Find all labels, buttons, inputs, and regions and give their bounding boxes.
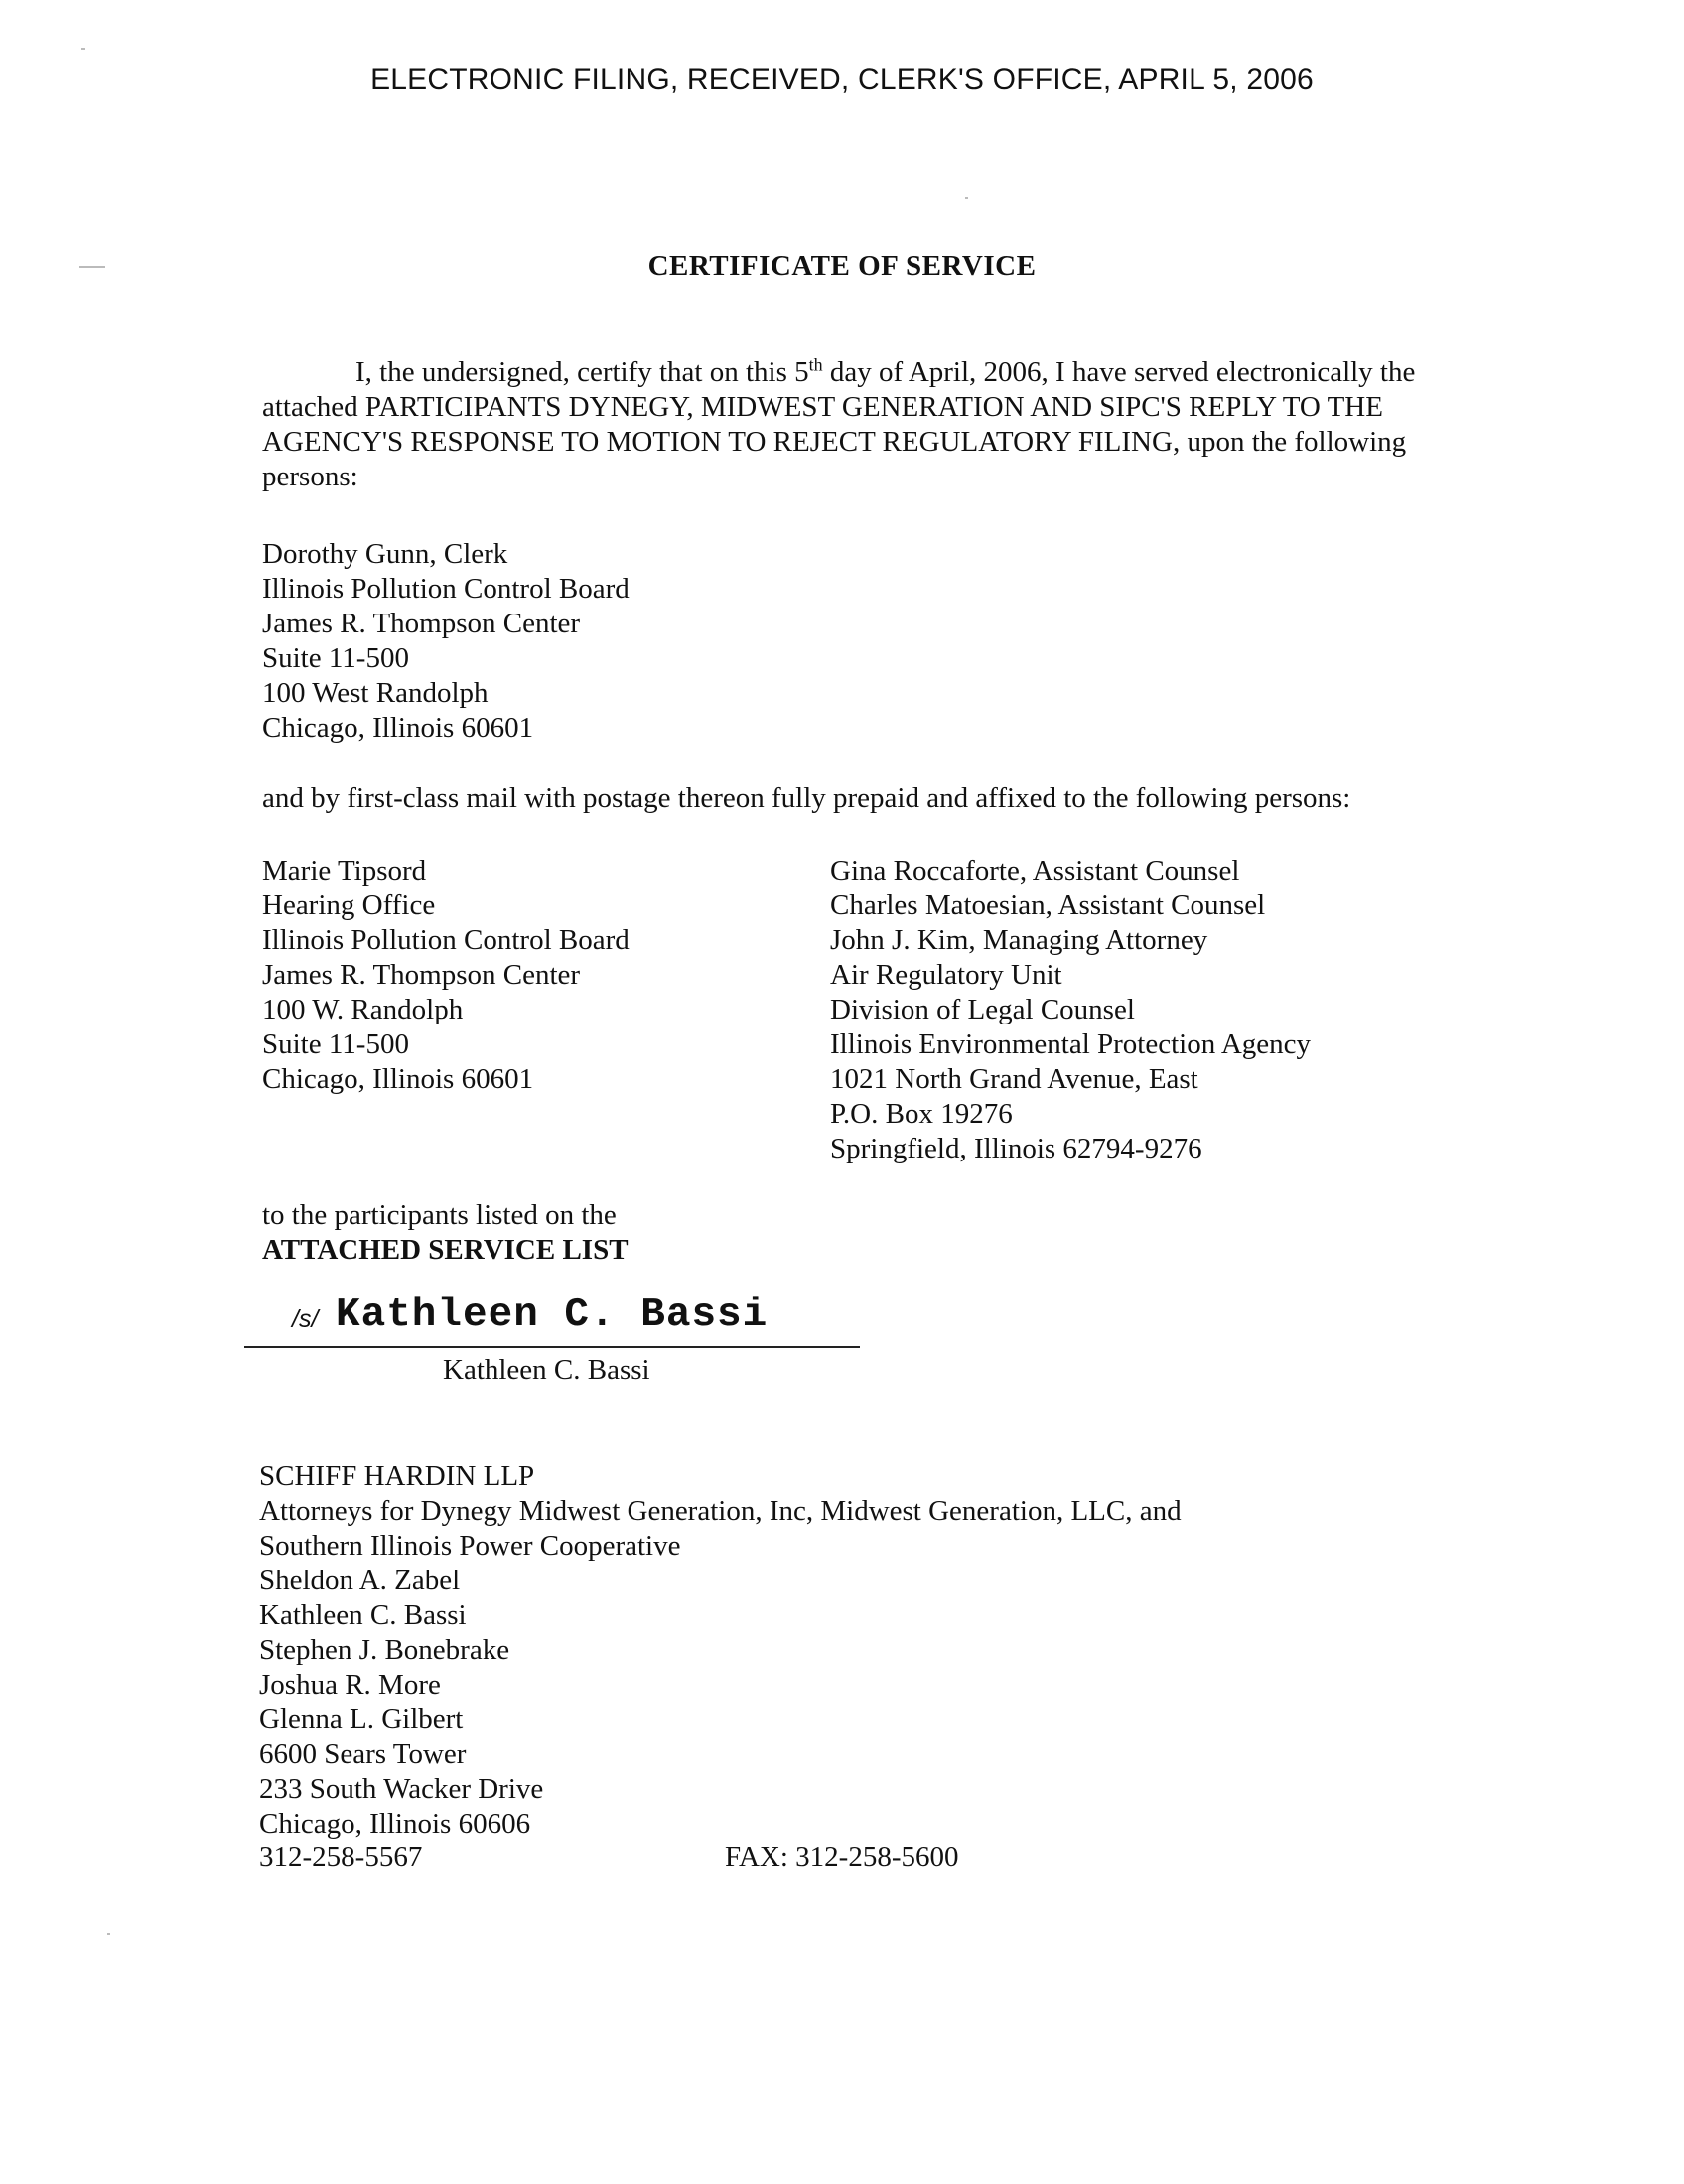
firm-line: Glenna L. Gilbert	[259, 1704, 464, 1735]
firm-line: 6600 Sears Tower	[259, 1738, 467, 1770]
address-line: Illinois Environmental Protection Agency	[830, 1028, 1312, 1060]
mail-recipient-right	[830, 854, 1311, 1166]
address-line: 1021 North Grand Avenue, East	[830, 1063, 1198, 1095]
mail-service-intro: and by first-class mail with postage thereon fully prepaid and affixed to the following persons:	[262, 782, 1351, 814]
address-line: Dorothy Gunn, Clerk	[262, 538, 508, 570]
document-title: CERTIFICATE OF SERVICE	[647, 250, 1037, 282]
address-line: Chicago, Illinois 60601	[262, 1063, 534, 1095]
participants-line: to the participants listed on the	[262, 1199, 617, 1231]
attached-service-list: ATTACHED SERVICE LIST	[262, 1234, 629, 1266]
address-line: Chicago, Illinois 60601	[262, 712, 534, 744]
phone-number: 312-258-5567	[259, 1842, 423, 1873]
firm-line: Sheldon A. Zabel	[259, 1565, 461, 1596]
scan-speck	[81, 48, 85, 50]
signer-printed-name: Kathleen C. Bassi	[443, 1354, 650, 1386]
address-line: James R. Thompson Center	[262, 608, 581, 639]
ordinal-suffix: th	[808, 354, 823, 375]
address-line: Suite 11-500	[262, 1028, 409, 1060]
address-line: Gina Roccaforte, Assistant Counsel	[830, 855, 1240, 887]
electronic-recipient-address	[262, 537, 630, 746]
certification-text-part1: I, the undersigned, certify that on this 5	[355, 356, 809, 388]
firm-line: Southern Illinois Power Cooperative	[259, 1530, 681, 1562]
address-line: Division of Legal Counsel	[830, 994, 1135, 1025]
fax-number: FAX: 312-258-5600	[725, 1842, 959, 1873]
address-line: Hearing Office	[262, 889, 436, 921]
address-line: Springfield, Illinois 62794-9276	[830, 1133, 1202, 1164]
address-line: Charles Matoesian, Assistant Counsel	[830, 889, 1266, 921]
signature-prefix: /s/	[292, 1305, 319, 1333]
signature-line	[244, 1346, 860, 1348]
firm-line: SCHIFF HARDIN LLP	[259, 1460, 535, 1492]
firm-line: Chicago, Illinois 60606	[259, 1808, 531, 1840]
address-line: Air Regulatory Unit	[830, 959, 1062, 991]
scan-speck	[107, 1933, 110, 1935]
address-line: P.O. Box 19276	[830, 1098, 1013, 1130]
address-line: James R. Thompson Center	[262, 959, 581, 991]
certification-text-part2: day of April, 2006, I have served electronically the attached PARTICIPANTS DYNEGY, MIDWEST GENERATION AND SIPC'S REPLY TO THE AGENCY'S RESPONSE TO MOTION TO REJECT REGULATORY FILING, upon the following persons:	[262, 356, 1416, 492]
scan-speck	[965, 197, 968, 199]
mail-recipient-left	[262, 854, 630, 1097]
electronic-filing-stamp: ELECTRONIC FILING, RECEIVED, CLERK'S OFFICE, APRIL 5, 2006	[370, 64, 1314, 96]
firm-line: 233 South Wacker Drive	[259, 1773, 544, 1805]
firm-line: Stephen J. Bonebrake	[259, 1634, 510, 1666]
certification-paragraph	[262, 355, 1483, 494]
firm-line: Kathleen C. Bassi	[259, 1599, 467, 1631]
electronic-signature: Kathleen C. Bassi	[336, 1293, 769, 1338]
scan-speck	[79, 266, 105, 268]
address-line: John J. Kim, Managing Attorney	[830, 924, 1208, 956]
firm-line: Attorneys for Dynegy Midwest Generation, Inc, Midwest Generation, LLC, and	[259, 1495, 1182, 1527]
firm-block	[259, 1459, 1182, 1842]
address-line: Suite 11-500	[262, 642, 409, 674]
address-line: 100 W. Randolph	[262, 994, 464, 1025]
address-line: Illinois Pollution Control Board	[262, 573, 630, 605]
address-line: Marie Tipsord	[262, 855, 427, 887]
address-line: 100 West Randolph	[262, 677, 489, 709]
firm-line: Joshua R. More	[259, 1669, 441, 1701]
address-line: Illinois Pollution Control Board	[262, 924, 630, 956]
